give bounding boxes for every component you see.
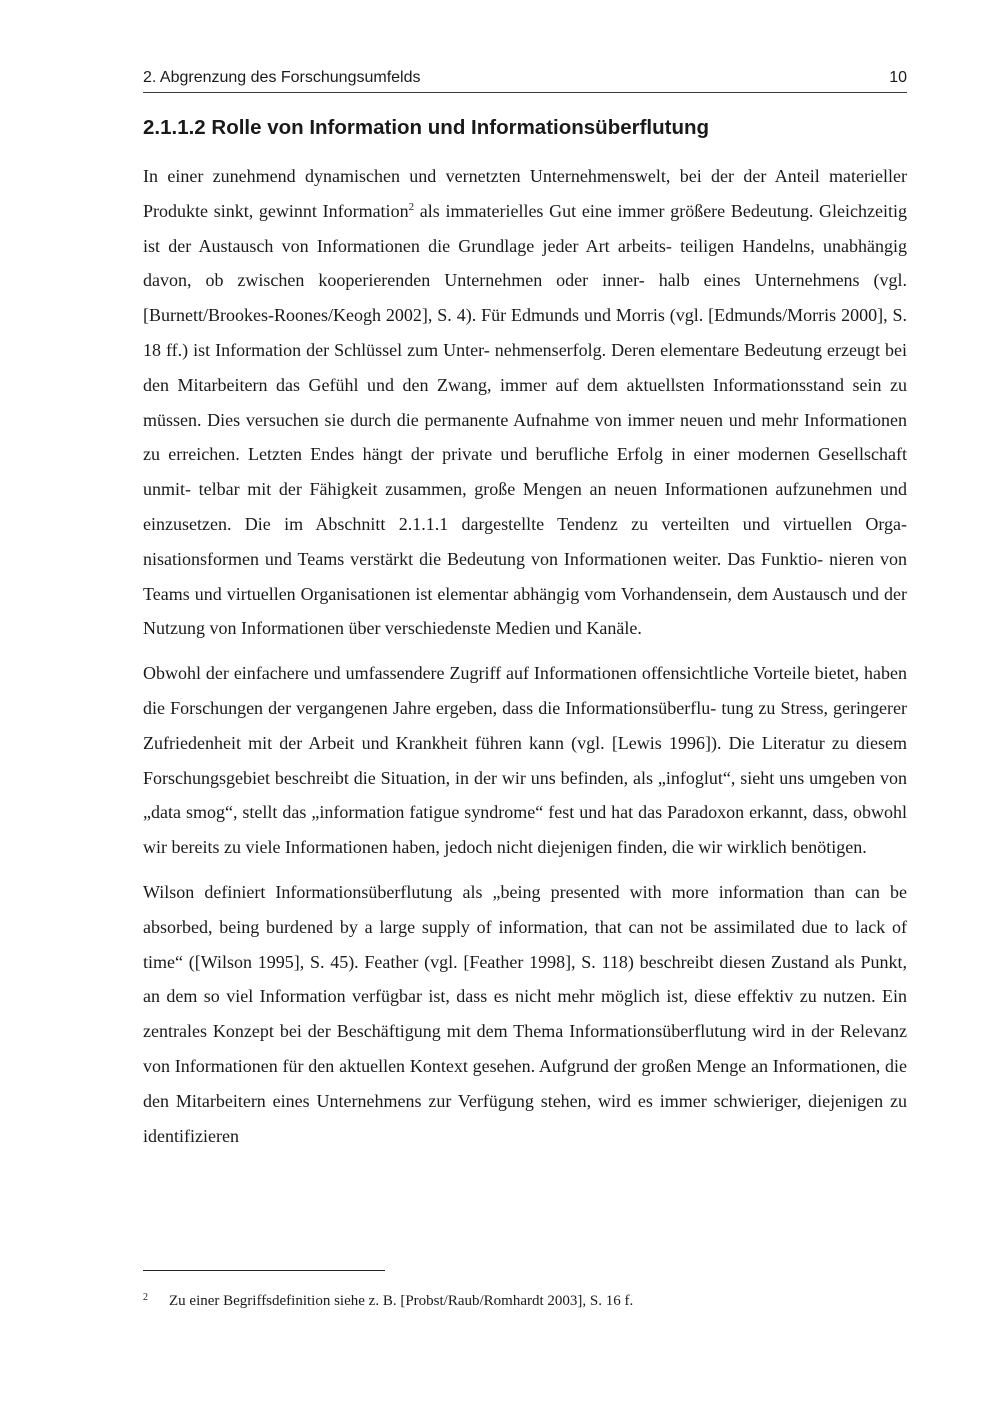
page-number: 10 xyxy=(889,69,907,86)
footnote-reference: 2 xyxy=(408,200,415,213)
text-line: einzusetzen. Die im Abschnitt 2.1.1.1 dargestellte Tendenz zu verteilten und virtuellen Orga- xyxy=(143,513,907,534)
text-line: nieren von Teams und virtuellen Organisationen ist elementar abhängig vom Vorhandensein, xyxy=(143,548,907,604)
text-line: durch die permanente Aufnahme von immer neuen und mehr Informationen zu erreichen. xyxy=(143,409,907,465)
text-line: Unternehmens zur Verfügung stehen, wird es immer schwieriger, diejenigen zu identifizieren xyxy=(143,1090,907,1146)
text-line: Wilson definiert Informationsüberflutung als „being presented with more information than xyxy=(143,881,845,902)
text-line: Letzten Endes hängt der private und berufliche Erfolg in einer modernen Gesellschaft unmit- xyxy=(143,444,907,500)
text-line: Thema Informationsüberflutung wird in der Relevanz von Informationen für den aktuellen xyxy=(143,1021,907,1076)
text-line: nehmenserfolg. Deren elementare Bedeutung erzeugt bei den Mitarbeitern das Gefühl und den xyxy=(143,339,907,395)
text-line: Informationen haben, jedoch nicht diejenigen finden, die wir wirklich benötigen. xyxy=(284,837,867,858)
text-line: diesen Zustand als Punkt, an dem so viel Information verfügbar ist, dass es nicht mehr xyxy=(143,951,908,1007)
text-line: due to lack of time“ ([Wilson 1995], S. 45). Feather (vgl. [Feather 1998], S. 118) beschreibt xyxy=(143,916,907,972)
paragraph-2 xyxy=(143,656,907,865)
text-line: Bedeutung. Gleichzeitig ist der Austausch von Informationen die Grundlage jeder Art arbeits- xyxy=(143,200,908,256)
text-line: In einer zunehmend dynamischen und vernetzten Unternehmenswelt, bei der der Anteil xyxy=(143,166,820,186)
section-heading: 2.1.1.2 Rolle von Information und Informationsüberflutung xyxy=(143,116,710,139)
text-line: Kontext gesehen. Aufgrund der großen Menge an Informationen, die den Mitarbeitern eines xyxy=(143,1055,907,1111)
text-line: fatigue syndrome“ fest und hat das Paradoxon erkannt, dass, obwohl wir bereits zu viele xyxy=(143,802,907,858)
text-line: teiligen Handelns, unabhängig davon, ob zwischen kooperierenden Unternehmen oder inner- xyxy=(143,235,907,291)
footnote xyxy=(143,1292,633,1310)
body-text xyxy=(143,159,907,1153)
paragraph-3 xyxy=(143,875,907,1153)
text-line: Zwang, immer auf dem aktuellsten Informationsstand sein zu müssen. Dies versuchen sie xyxy=(143,374,907,430)
chapter-title: 2. Abgrenzung des Forschungsumfelds xyxy=(143,69,421,86)
text-line: telbar mit der Fähigkeit zusammen, große Mengen an neuen Informationen aufzunehmen und xyxy=(198,479,908,500)
footnote-text: Zu einer Begriffsdefinition siehe z. B. [Probst/Raub/Romhardt 2003], S. 16 f. xyxy=(169,1293,634,1309)
text-line: materieller Produkte sinkt, gewinnt Information xyxy=(143,166,907,221)
text-line: und Morris (vgl. [Edmunds/Morris 2000], S. 18 ff.) ist Information der Schlüssel zum Unter- xyxy=(143,305,908,360)
text-line: möglich ist, diese effektiv zu nutzen. Ein zentrales Konzept bei der Beschäftigung mit dem xyxy=(143,986,908,1042)
text-line: bietet, haben die Forschungen der vergangenen Jahre ergeben, dass die Informationsüberflu- xyxy=(143,663,908,718)
text-line: tung zu Stress, geringerer Zufriedenheit mit der Arbeit und Krankheit führen kann (vgl. xyxy=(143,697,907,753)
text-line: can be absorbed, being burdened by a large supply of information, that can not be assimilated xyxy=(143,881,908,937)
text-line: halb eines Unternehmens (vgl. [Burnett/Brookes-Roones/Keogh 2002], S. 4). Für Edmunds xyxy=(143,270,908,326)
paragraph-1 xyxy=(143,159,907,646)
text-line: nisationsformen und Teams verstärkt die Bedeutung von Informationen weiter. Das Funktio- xyxy=(143,548,824,569)
text-line: als immaterielles Gut eine immer größere xyxy=(414,200,726,221)
footnote-separator xyxy=(143,1270,385,1271)
text-line: uns befinden, als „infoglut“, sieht uns umgeben von „data smog“, stellt das „information xyxy=(143,767,907,823)
text-line: [Lewis 1996]). Die Literatur zu diesem Forschungsgebiet beschreibt die Situation, in der wir xyxy=(143,732,908,788)
footnote-marker: 2 xyxy=(143,1292,148,1303)
text-line: dem Austausch und der Nutzung von Informationen über verschiedenste Medien und Kanäle. xyxy=(143,583,908,639)
page-header xyxy=(143,66,907,93)
text-line: Obwohl der einfachere und umfassendere Zugriff auf Informationen offensichtliche Vorteile xyxy=(143,663,810,684)
